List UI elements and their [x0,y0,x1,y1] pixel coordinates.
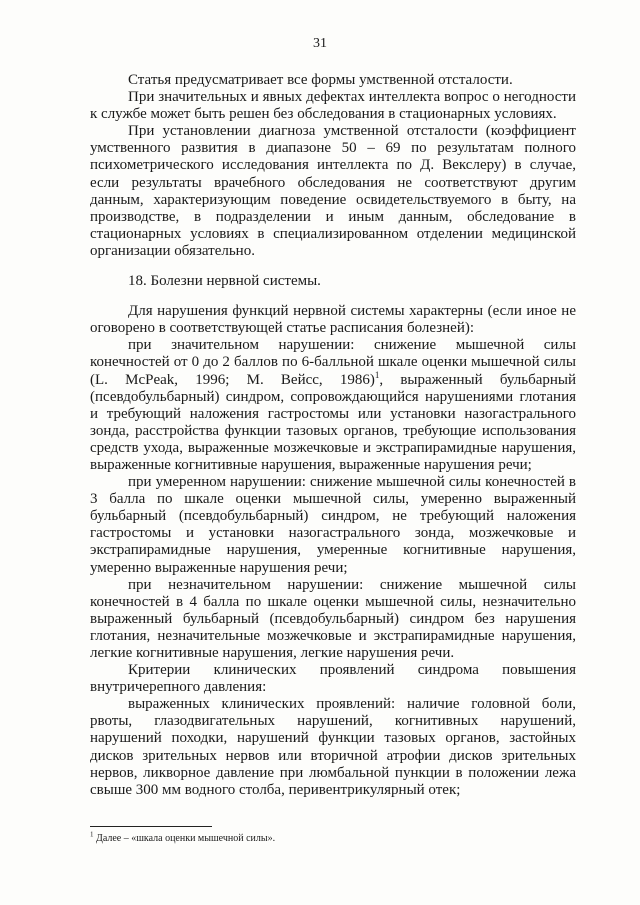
page-number: 31 [313,36,327,51]
paragraph: Критерии клинических проявлений синдрома повышения внутричерепного давления: [90,662,576,696]
paragraph-text: , выраженный бульбарный (псевдобульбарный) синдром, сопровождающийся нарушениями глотания и требующий наложения гастростомы или установки назогастрального зонда, расстройства функции тазовых органов, требующие использования средств ухода, выраженные мозжечковые и экстрапирамидные нарушения, выраженные когнитивные нарушения, выраженные нарушения речи; [90,371,576,473]
paragraph: Для нарушения функций нервной системы характерны (если иное не оговорено в соответствующей статье расписания болезней): [90,303,576,337]
paragraph: Статья предусматривает все формы умственной отсталости. [128,72,513,88]
section-heading: 18. Болезни нервной системы. [128,273,321,290]
paragraph [90,337,576,474]
paragraph: при умеренном нарушении: снижение мышечной силы конечностей в 3 балла по шкале оценки мышечной силы, умеренно выраженный бульбарный (псевдобульбарный) синдром, не требующий наложения гастростомы и установки назогастрального зонда, мозжечковые и экстрапирамидные нарушения, умеренные когнитивные нарушения, умеренно выраженные нарушения речи; [90,474,576,576]
paragraph-text: при значительном нарушении: снижение мышечной силы конечностей от 0 до 2 баллов по 6-балльной шкале оценки мышечной силы (L. McPeak, 1996; M. Вейсс, 1986) [90,337,576,388]
footnote-divider [90,826,212,827]
footnote [90,830,276,845]
paragraph: При установлении диагноза умственной отсталости (коэффициент умственного развития в диапазоне 50 – 69 по результатам полного психометрического исследования интеллекта по Д. Векслеру) в случае, если результаты врачебного обследования не соответствуют другим данным, характеризующим поведение освидетельствуемого в быту, на производстве, в подразделении и иным данным, обследование в стационарных условиях в специализированном отделении медицинской организации обязательно. [90,123,576,259]
footnote-reference: 1 [374,369,380,380]
paragraph: при незначительном нарушении: снижение мышечной силы конечностей в 4 балла по шкале оценки мышечной силы, незначительно выраженный бульбарный (псевдобульбарный) синдром без нарушения глотания, незначительные мозжечковые и экстрапирамидные нарушения, легкие когнитивные нарушения, легкие нарушения речи. [90,576,576,661]
paragraph: При значительных и явных дефектах интеллекта вопрос о негодности к службе может быть решен без обследования в стационарных условиях. [90,89,576,123]
paragraph: выраженных клинических проявлений: наличие головной боли, рвоты, глазодвигательных нарушений, когнитивных нарушений, нарушений походки, нарушений функции тазовых органов, застойных дисков зрительных нервов или вторичной атрофии дисков зрительных нервов, ликворное давление при люмбальной пункции в положении лежа свыше 300 мм водного столба, перивентрикулярный отек; [90,696,576,798]
document-body [90,72,576,799]
footnote-text: Далее – «шкала оценки мышечной силы». [93,833,276,844]
footnote-marker: 1 [90,830,94,839]
